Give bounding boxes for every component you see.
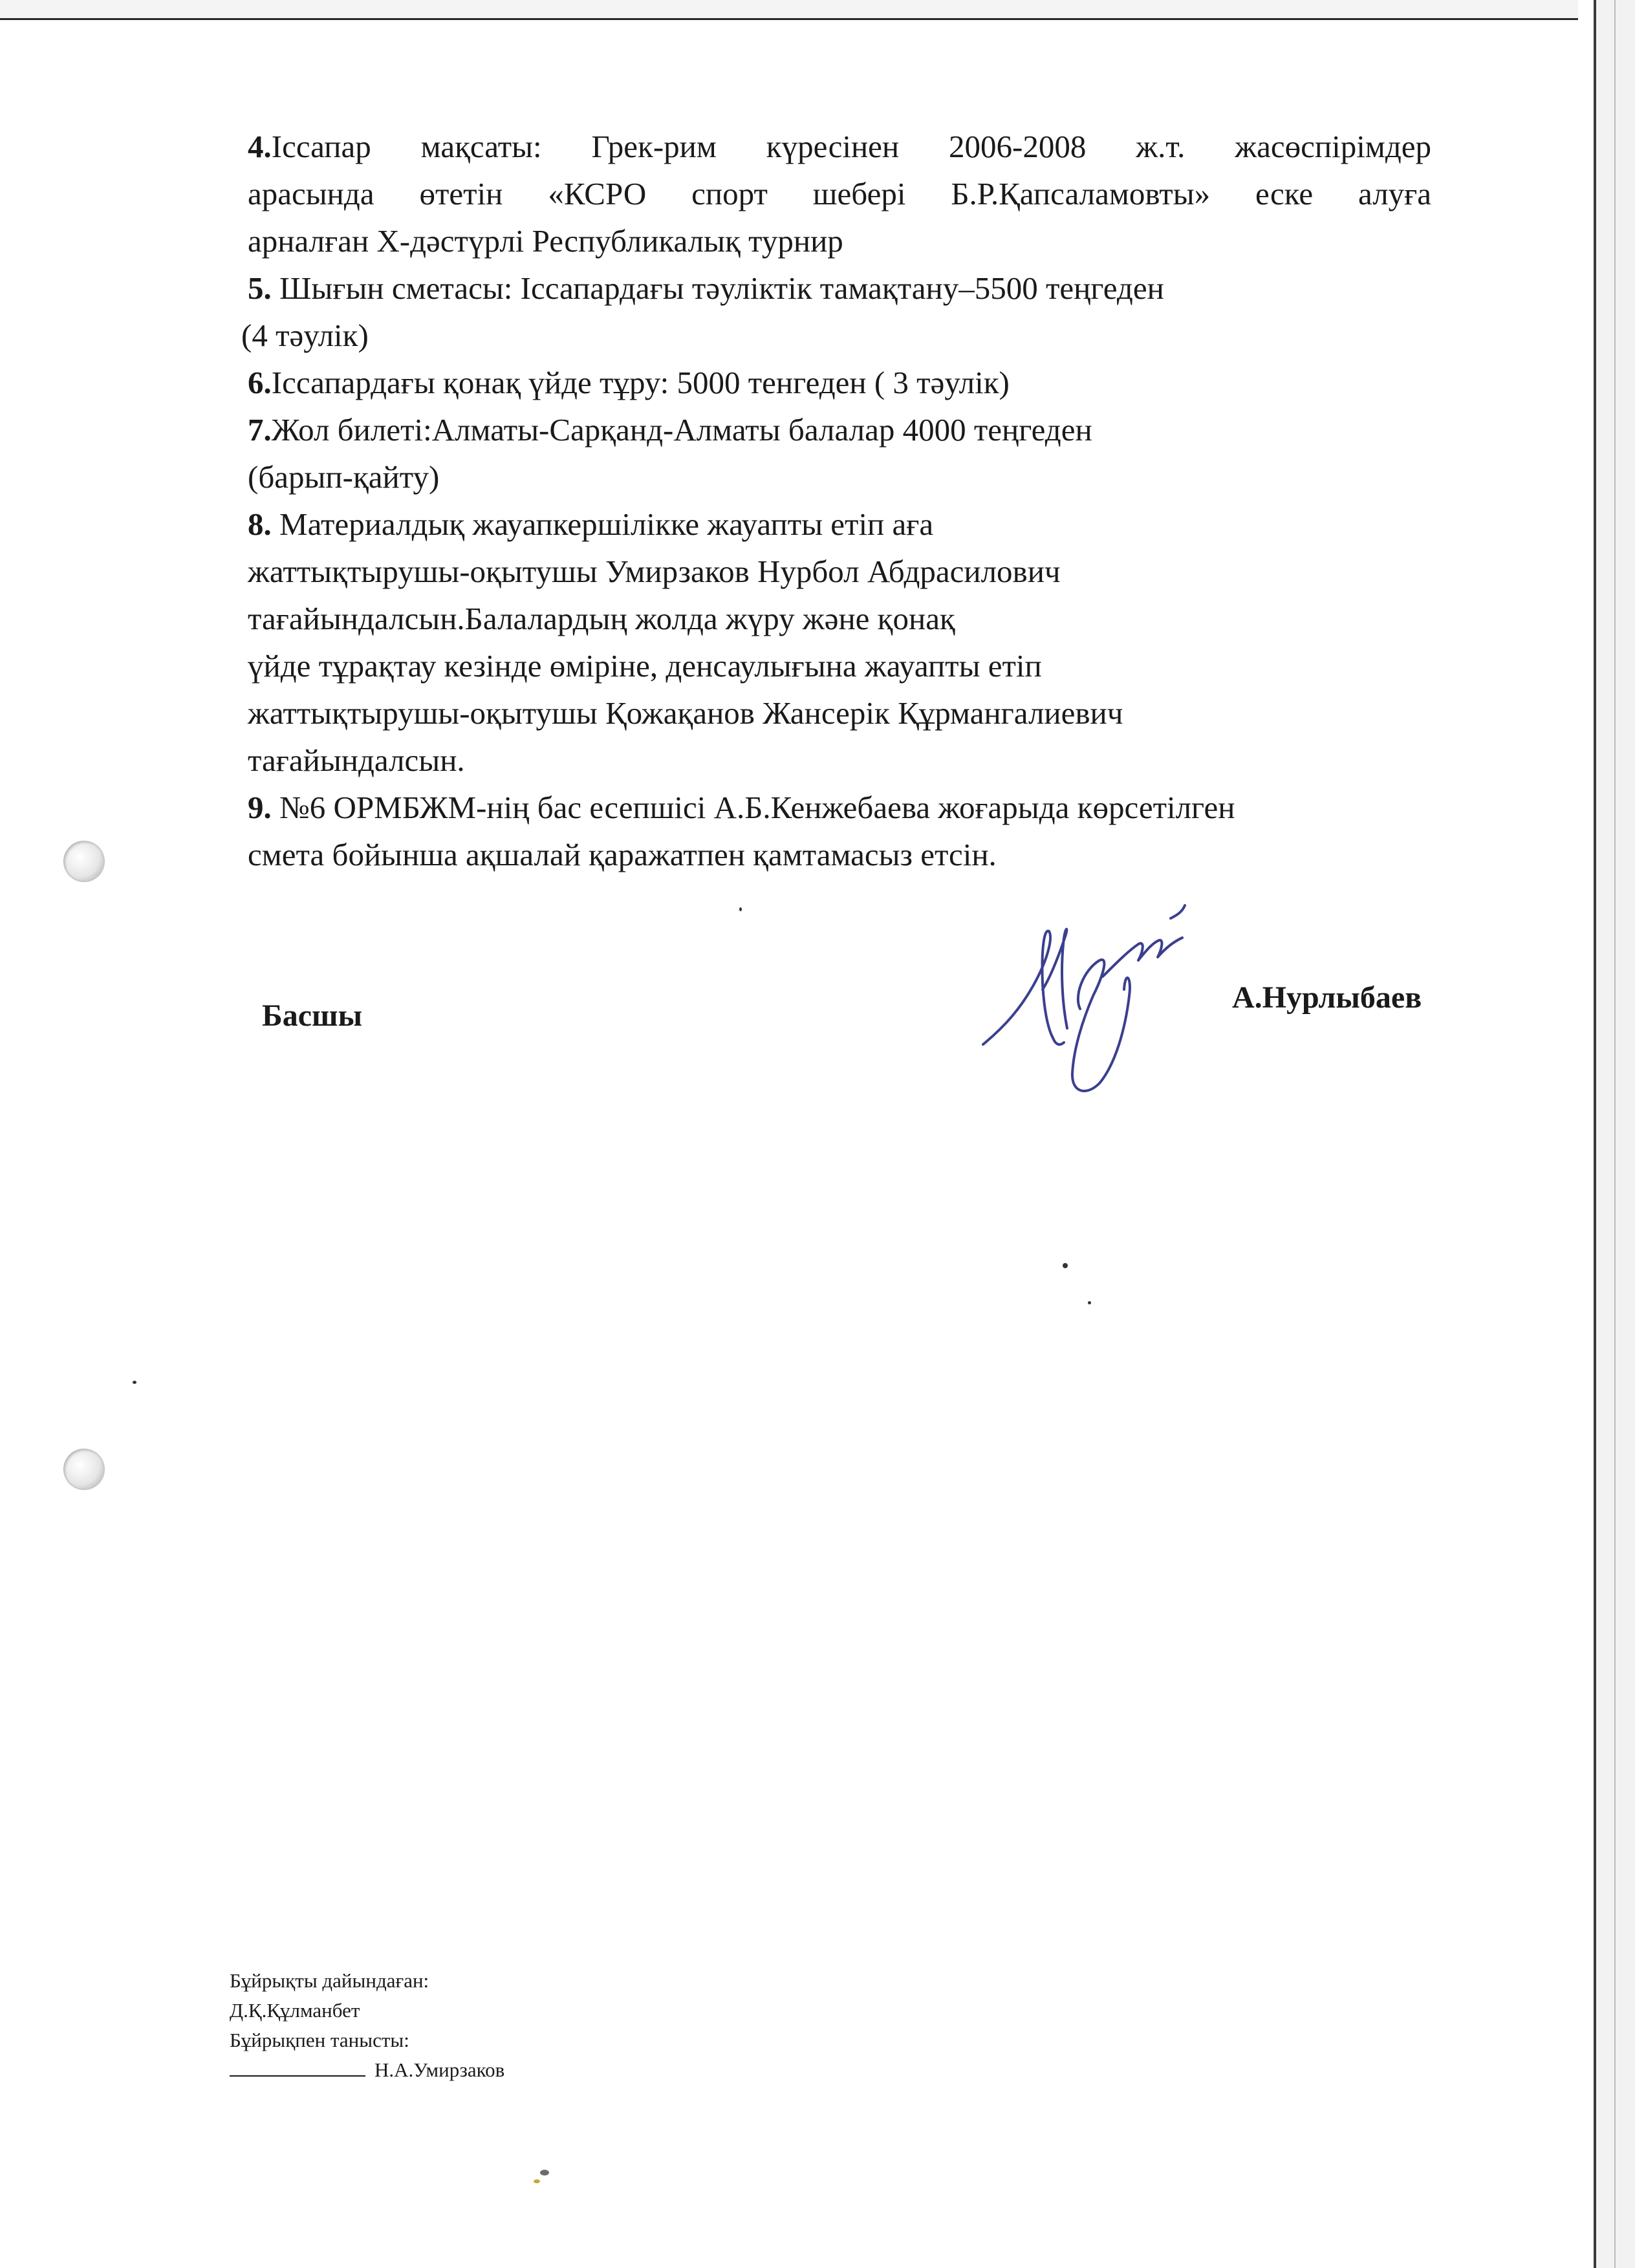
item-8-line-6: тағайындалсын. (248, 742, 465, 778)
scan-speck (739, 907, 742, 911)
scan-speck (540, 2170, 549, 2176)
scan-speck (1063, 1263, 1068, 1268)
signature-blank-line (230, 2075, 365, 2077)
scanned-page-right-line (1614, 0, 1616, 2268)
scan-speck (1088, 1301, 1091, 1304)
item-5-line-2: (4 тәулік) (241, 318, 369, 353)
order-body (241, 123, 1431, 878)
item-6-line-1: 6.Іссапардағы қонақ үйде тұру: 5000 тенгеден ( 3 тәулік) (248, 365, 1010, 400)
item-8-line-1: 8. Материалдық жауапкершілікке жауапты етіп аға (248, 506, 934, 542)
acquainted-name: Н.А.Умирзаков (374, 2058, 505, 2081)
punch-hole-lower (63, 1449, 105, 1490)
signatory-name: А.Нурлыбаев (1232, 980, 1422, 1015)
handwritten-signature (977, 899, 1196, 1112)
item-7-line-2: (барып-қайту) (248, 459, 440, 495)
scan-speck (133, 1381, 136, 1384)
punch-hole-upper (63, 841, 105, 882)
item-8-line-2: жаттықтырушы-оқытушы Умирзаков Нурбол Абдрасилович (248, 554, 1061, 589)
prepared-by-name: Д.Қ.Құлманбет (230, 1999, 360, 2022)
item-8-line-4: үйде тұрақтау кезінде өміріне, денсаулығына жауапты етіп (248, 648, 1042, 684)
item-9-line-1: 9. №6 ОРМБЖМ-нің бас есепшісі А.Б.Кенжебаева жоғарыда көрсетілген (248, 790, 1235, 825)
item-7-line-1: 7.Жол билеті:Алматы-Сарқанд-Алматы балалар 4000 теңгеден (248, 412, 1092, 448)
item-4-line-1: 4.Іссапар мақсаты: Грек-рим күресінен 2006-2008 ж.т. жасөспірімдер (248, 129, 1431, 164)
scan-speck (534, 2179, 540, 2183)
item-8-line-5: жаттықтырушы-оқытушы Қожақанов Жансерік Құрмангалиевич (248, 695, 1123, 731)
item-9-line-2: смета бойынша ақшалай қаражатпен қамтамасыз етсін. (248, 837, 997, 872)
acquainted-label: Бұйрықпен танысты: (230, 2029, 409, 2051)
signatory-title: Басшы (262, 999, 363, 1033)
item-4-line-2: арасында өтетін «КСРО спорт шебері Б.Р.Қапсаламовты» еске алуға (248, 176, 1431, 211)
prepared-by-label: Бұйрықты дайындаған: (230, 1969, 429, 1992)
acquainted-row (230, 2055, 504, 2085)
item-4-line-3: арналған Х-дәстүрлі Республикалық турнир (248, 223, 843, 259)
footer-approvals (230, 1966, 504, 2085)
item-8-line-3: тағайындалсын.Балалардың жолда жүру және қонақ (248, 601, 955, 636)
scanned-page-top-edge (0, 0, 1578, 20)
item-5-line-1: 5. Шығын сметасы: Іссапардағы тәуліктік тамақтану–5500 теңгеден (248, 270, 1164, 306)
